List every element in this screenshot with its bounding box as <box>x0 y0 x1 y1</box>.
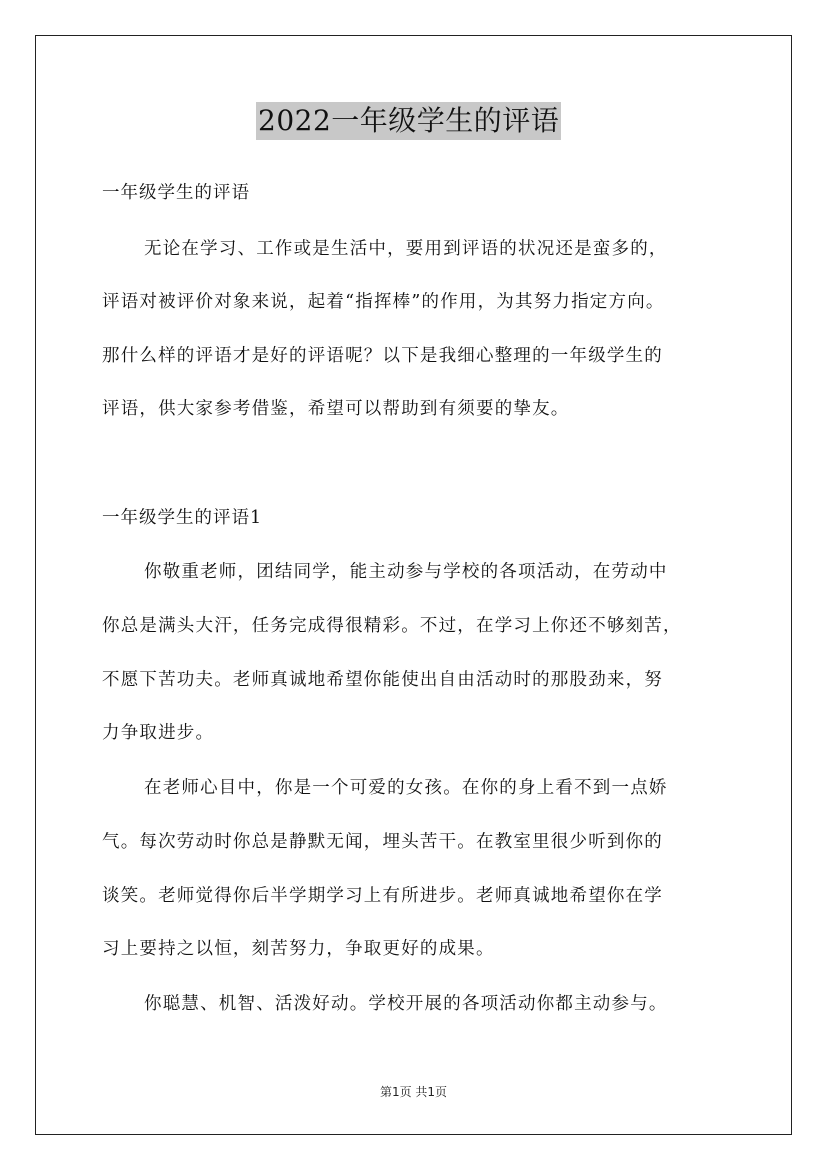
intro-line: 评语，供大家参考借鉴，希望可以帮助到有须要的挚友。 <box>102 399 570 419</box>
section-heading: 一年级学生的评语1 <box>102 508 263 528</box>
paragraph1-line: 不愿下苦功夫。老师真诚地希望你能使出自由活动时的那股劲来，努 <box>102 670 663 690</box>
paragraph1-line: 力争取进步。 <box>102 723 215 743</box>
intro-heading: 一年级学生的评语 <box>102 183 250 203</box>
paragraph1-line: 你敬重老师，团结同学，能主动参与学校的各项活动，在劳动中 <box>144 562 668 582</box>
intro-line: 评语对被评价对象来说，起着“指挥棒”的作用，为其努力指定方向。 <box>102 292 665 312</box>
intro-line: 无论在学习、工作或是生活中，要用到评语的状况还是蛮多的， <box>144 239 668 259</box>
paragraph2-line: 习上要持之以恒，刻苦努力，争取更好的成果。 <box>102 939 495 959</box>
document-title: 2022一年级学生的评语 <box>256 102 561 140</box>
paragraph1-line: 你总是满头大汗，任务完成得很精彩。不过，在学习上你还不够刻苦， <box>102 616 682 636</box>
paragraph2-line: 气。每次劳动时你总是静默无闻，埋头苦干。在教室里很少听到你的 <box>102 832 663 852</box>
paragraph2-line: 谈笑。老师觉得你后半学期学习上有所进步。老师真诚地希望你在学 <box>102 886 663 906</box>
page-number-footer: 第1页 共1页 <box>379 1085 448 1099</box>
paragraph2-line: 在老师心目中，你是一个可爱的女孩。在你的身上看不到一点娇 <box>144 778 668 798</box>
paragraph3-line: 你聪慧、机智、活泼好动。学校开展的各项活动你都主动参与。 <box>144 994 668 1014</box>
intro-line: 那什么样的评语才是好的评语呢？以下是我细心整理的一年级学生的 <box>102 346 663 366</box>
